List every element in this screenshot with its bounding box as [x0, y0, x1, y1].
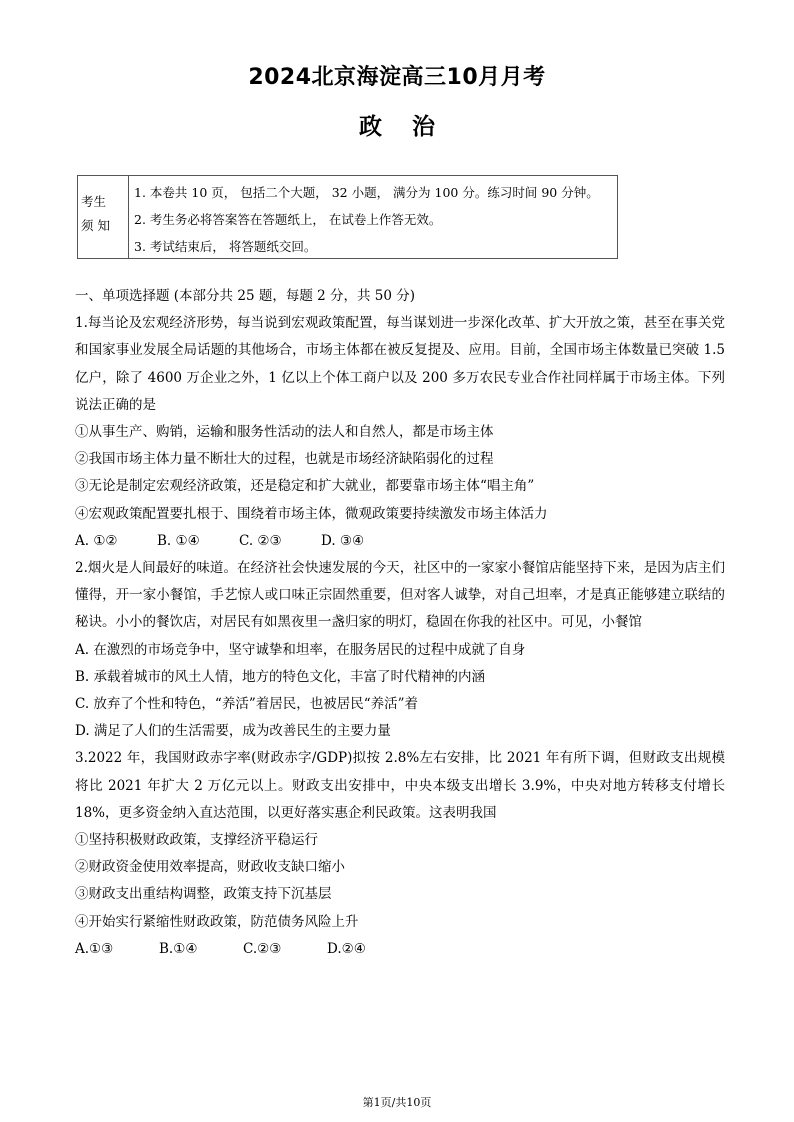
option-b: B.①④ — [159, 940, 198, 957]
notice-items — [129, 176, 617, 258]
notice-item: 2. 考生务必将答案答在答题纸上， 在试卷上作答无效。 — [134, 212, 442, 227]
page-number: 第1页/共10页 — [362, 1096, 432, 1109]
option-c: C.②③ — [243, 940, 282, 957]
option-b: B. ①④ — [157, 532, 200, 549]
statement: ③财政支出重结构调整，政策支持下沉基层 — [75, 886, 332, 903]
question-3 — [75, 745, 725, 963]
option-a: A. ①② — [75, 532, 118, 549]
statement: ②财政资金使用效率提高，财政收支缺口缩小 — [75, 859, 345, 876]
option-d: D. ③④ — [321, 532, 365, 549]
answer-options — [75, 936, 725, 963]
notice-label-line2: 须 知 — [81, 218, 110, 233]
option-a: A.①③ — [75, 940, 114, 957]
choice-b: B. 承载着城市的风土人情，地方的特色文化，丰富了时代精神的内涵 — [75, 668, 486, 685]
option-d: D.②④ — [327, 940, 366, 957]
statement: ①从事生产、购销，运输和服务性活动的法人和自然人，都是市场主体 — [75, 424, 494, 441]
question-1 — [75, 310, 725, 555]
exam-title: 2024北京海淀高三10月月考 — [248, 65, 546, 90]
notice-item: 1. 本卷共 10 页， 包括二个大题， 32 小题， 满分为 100 分。练习时间 90 分钟。 — [134, 185, 599, 200]
notice-label — [78, 176, 129, 258]
statement: ③无论是制定宏观经济政策，还是稳定和扩大就业，都要靠市场主体“唱主角” — [75, 478, 535, 495]
choice-c: C. 放弃了个性和特色，“养活”着居民，也被居民“养活”着 — [75, 696, 419, 713]
notice-item: 3. 考试结束后， 将答题纸交回。 — [134, 239, 317, 254]
statement: ②我国市场主体力量不断壮大的过程，也就是市场经济缺陷弱化的过程 — [75, 451, 494, 468]
answer-options — [75, 528, 725, 555]
statement: ①坚持积极财政政策，支撑经济平稳运行 — [75, 832, 318, 849]
option-c: C. ②③ — [239, 532, 282, 549]
choice-d: D. 满足了人们的生活需要，成为改善民生的主要力量 — [75, 723, 391, 740]
question-stem: 2.烟火是人间最好的味道。在经济社会快速发展的今天，社区中的一家家小餐馆店能坚持下来，是因为店主们懂得，开一家小餐馆，手艺惊人或口味正宗固然重要，但对客人诚挚，对自己坦率，才是真正能够建立联结的秘诀。小小的餐饮店，对居民有如黑夜里一盏归家的明灯，稳固在你我的社区中。可见，小餐馆 — [75, 560, 725, 631]
subject-title: 政治 — [359, 114, 465, 140]
statement: ④开始实行紧缩性财政政策，防范债务风险上升 — [75, 913, 359, 930]
section-heading: 一、单项选择题 (本部分共 25 题，每题 2 分，共 50 分) — [75, 288, 416, 304]
statement: ④宏观政策配置要扎根于、围绕着市场主体，微观政策要持续激发市场主体活力 — [75, 505, 548, 522]
question-stem: 1.每当论及宏观经济形势，每当说到宏观政策配置，每当谋划进一步深化改革、扩大开放之策，甚至在事关党和国家事业发展全局话题的其他场合，市场主体都在被反复提及、应用。目前，全国市场主体数量已突破 1.5 亿户，除了 4600 万企业之外，1 亿以上个体工商户以及 200 多万农民专业合作社同样属于市场主体。下列说法正确的是 — [75, 315, 725, 413]
question-2 — [75, 555, 725, 745]
exam-content — [75, 283, 725, 963]
question-stem: 3.2022 年，我国财政赤字率(财政赤字/GDP)拟按 2.8%左右安排，比 2021 年有所下调，但财政支出规模将比 2021 年扩大 2 万亿元以上。财政支出安排中，中央本级支出增长 3.9%，中央对地方转移支付增长 18%，更多资金纳入直达范围，以更好落实惠企利民政策。这表明我国 — [75, 750, 725, 821]
choice-a: A. 在激烈的市场竞争中，坚守诚挚和坦率，在服务居民的过程中成就了自身 — [75, 641, 526, 658]
notice-label-line1: 考生 — [81, 194, 107, 209]
notice-box — [77, 175, 618, 259]
